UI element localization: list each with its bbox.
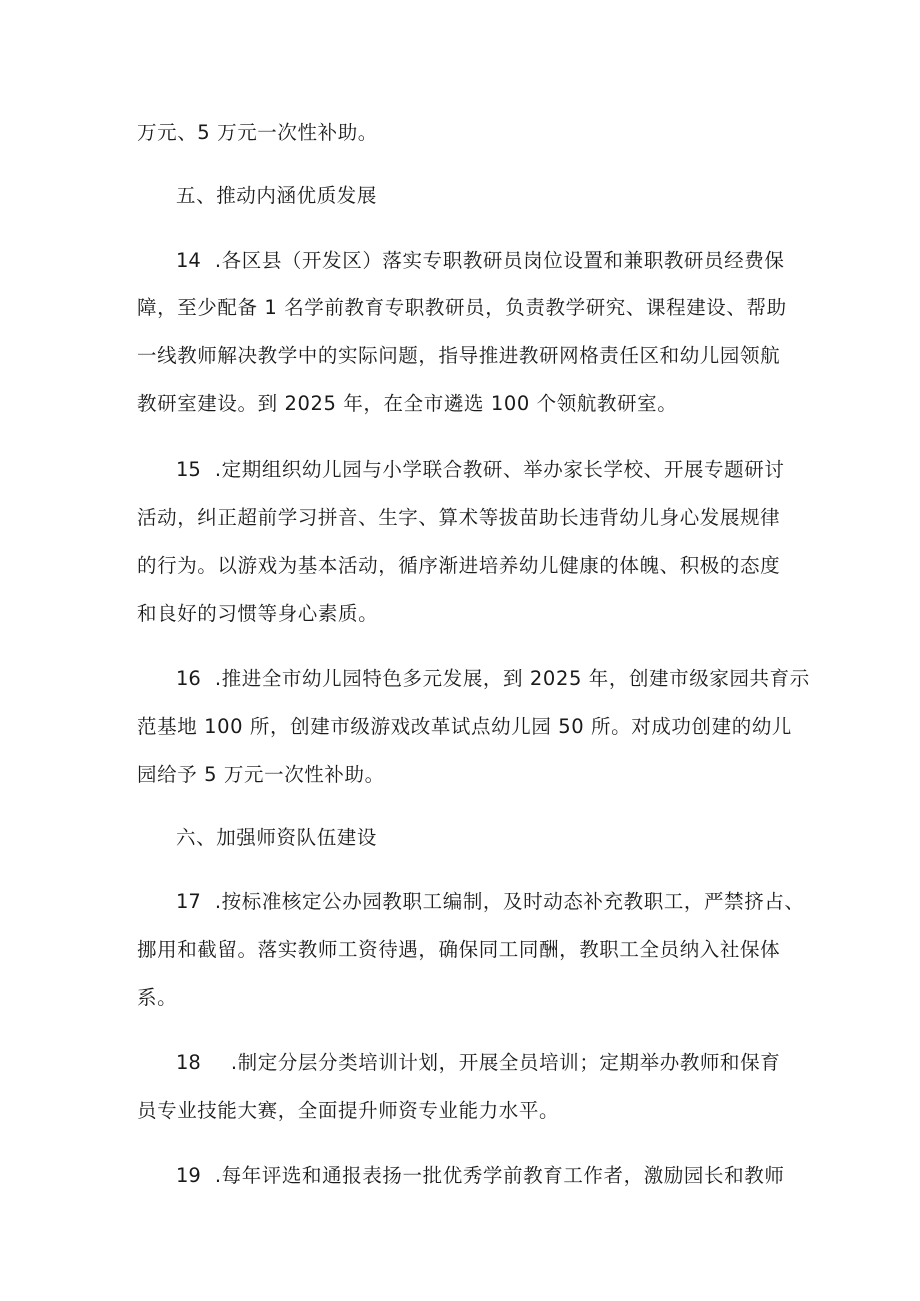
item-number: 18 <box>176 1051 201 1074</box>
item-number: 16 <box>176 667 201 690</box>
paragraph-line: 17 .按标准核定公办园教职工编制，及时动态补充教职工，严禁挤占、 <box>176 887 805 917</box>
paragraph-line: 挪用和截留。落实教师工资待遇，确保同工同酬，教职工全员纳入社保体 <box>137 938 781 961</box>
paragraph-line: 活动，纠正超前学习拼音、生字、算术等拔苗助长违背幼儿身心发展规律 <box>137 506 781 529</box>
paragraph-line: 范基地 100 所，创建市级游戏改革试点幼儿园 50 所。对成功创建的幼儿 <box>137 715 793 738</box>
paragraph-line: 一线教师解决教学中的实际问题，指导推进教研网格责任区和幼儿园领航 <box>137 344 781 367</box>
section-heading: 五、推动内涵优质发展 <box>176 184 378 207</box>
item-number: 17 <box>176 890 201 913</box>
item-number: 15 <box>176 458 201 481</box>
paragraph-line: 14 .各区县（开发区）落实专职教研员岗位设置和兼职教研员经费保 <box>176 246 784 276</box>
paragraph-line: 园给予 5 万元一次性补助。 <box>137 763 385 786</box>
paragraph-line: 和良好的习惯等身心素质。 <box>137 602 379 625</box>
item-number: 19 <box>176 1164 201 1187</box>
paragraph-line: 系。 <box>137 986 178 1009</box>
paragraph-line: 16 .推进全市幼儿园特色多元发展，到 2025 年，创建市级家园共育示 <box>176 664 810 694</box>
paragraph-line: 教研室建设。到 2025 年，在全市遴选 100 个领航教研室。 <box>137 392 678 415</box>
paragraph-line: 员专业技能大赛，全面提升师资专业能力水平。 <box>137 1099 560 1122</box>
paragraph-line: 18 .制定分层分类培训计划，开展全员培训；定期举办教师和保育 <box>176 1048 780 1078</box>
section-heading: 六、加强师资队伍建设 <box>176 826 378 849</box>
item-number: 14 <box>176 249 201 272</box>
paragraph-line: 19 .每年评选和通报表扬一批优秀学前教育工作者，激励园长和教师 <box>176 1161 784 1191</box>
paragraph-line: 15 .定期组织幼儿园与小学联合教研、举办家长学校、开展专题研讨 <box>176 455 784 485</box>
paragraph-line: 障，至少配备 1 名学前教育专职教研员，负责教学研究、课程建设、帮助 <box>137 296 787 319</box>
paragraph-line: 万元、5 万元一次性补助。 <box>137 121 378 144</box>
paragraph-line: 的行为。以游戏为基本活动，循序渐进培养幼儿健康的体魄、积极的态度 <box>137 554 781 577</box>
